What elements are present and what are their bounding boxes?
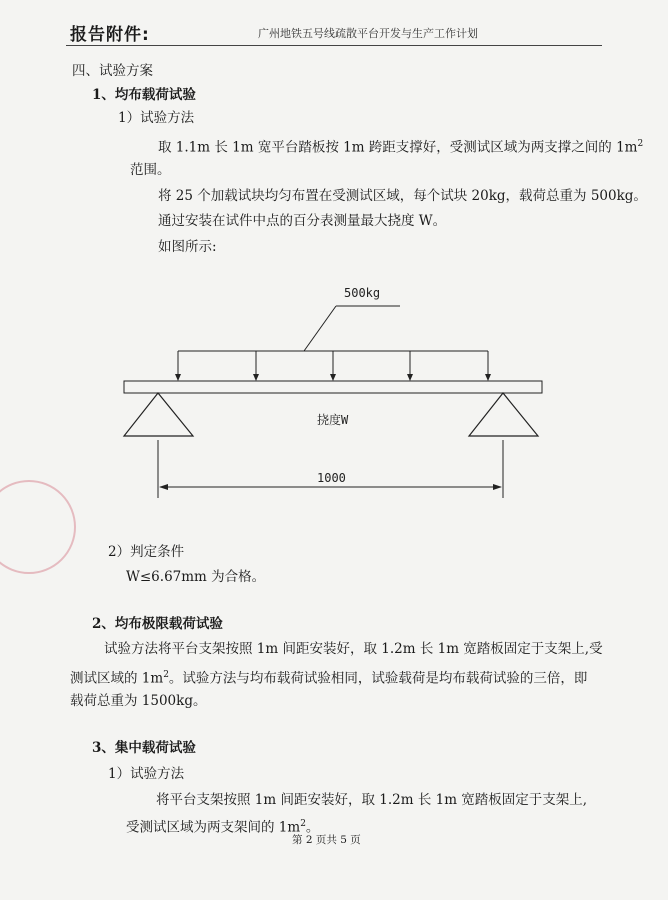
beam-test-diagram [0, 270, 668, 510]
superscript: 2 [300, 819, 306, 829]
span-label: 1000 [317, 471, 346, 485]
right-support [469, 393, 538, 436]
deflection-label: 挠度W [317, 413, 349, 427]
superscript: 2 [637, 139, 644, 149]
paragraph: 试验方法将平台支架按照 1m 间距安装好，取 1.2m 长 1m 宽踏板固定于支架上,受 [104, 641, 603, 657]
paragraph: 载荷总重为 1500kg。 [70, 693, 207, 709]
subsection-3-title: 3、集中载荷试验 [92, 740, 196, 756]
paragraph: 如图所示: [158, 239, 217, 255]
method-title-3: 1）试验方法 [108, 766, 185, 782]
text-span: 取 1.1m 长 1m 宽平台踏板按 1m 跨距支撑好，受测试区域为两支撑之间的 1m [158, 139, 638, 156]
beam [124, 381, 542, 393]
header-divider [66, 45, 602, 46]
left-support [124, 393, 193, 436]
load-label: 500kg [344, 286, 381, 300]
text-span: 。试验方法与均布载荷试验相同，试验载荷是均布载荷试验的三倍，即 [168, 670, 588, 687]
text-span: 。 [305, 819, 320, 836]
paragraph: 范围。 [130, 162, 171, 178]
superscript: 2 [163, 670, 169, 680]
load-arrows [175, 351, 491, 381]
dimension-arrow-left [159, 484, 168, 490]
criteria-text: W≤6.67mm 为合格。 [126, 569, 266, 585]
section-title: 四、试验方案 [72, 63, 153, 79]
load-leader-line [304, 306, 336, 351]
paragraph [70, 665, 587, 689]
paragraph [126, 814, 319, 838]
report-attachment-title: 报告附件: [70, 25, 150, 45]
criteria-title: 2）判定条件 [108, 544, 185, 560]
subsection-1-title: 1、均布载荷试验 [92, 87, 196, 103]
paragraph: 将平台支架按照 1m 间距安装好，取 1.2m 长 1m 宽踏板固定于支架上, [156, 792, 588, 808]
subsection-2-title: 2、均布极限载荷试验 [92, 616, 223, 632]
method-title-1: 1）试验方法 [118, 110, 195, 126]
dimension-arrow-right [493, 484, 502, 490]
text-span: 受测试区域为两支架间的 1m [126, 819, 301, 836]
document-title: 广州地铁五号线疏散平台开发与生产工作计划 [258, 27, 478, 40]
paragraph: 将 25 个加载试块均匀布置在受测试区域，每个试块 20kg，载荷总重为 500kg。 [158, 188, 647, 204]
paragraph: 通过安装在试件中点的百分表测量最大挠度 W。 [158, 213, 447, 229]
paragraph [158, 134, 643, 158]
page-number: 第 2 页共 5 页 [292, 834, 361, 846]
text-span: 测试区域的 1m [70, 670, 164, 687]
